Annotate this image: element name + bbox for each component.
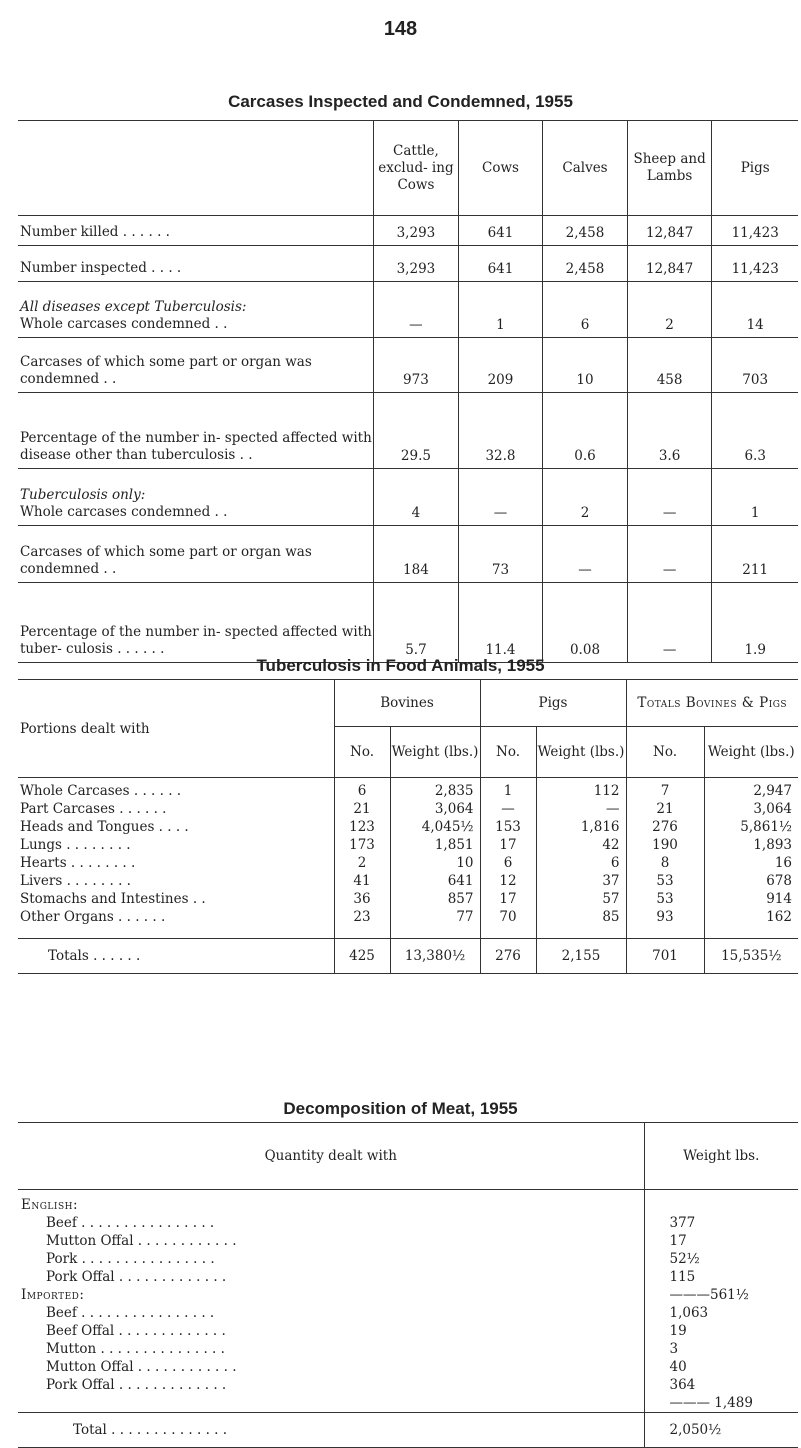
- imported-heading: Imported:: [21, 1287, 85, 1303]
- table-row: [18, 778, 798, 801]
- cell: 15,535½: [704, 939, 798, 974]
- row-label: Beef Offal . . . . . . . . . . . . .: [46, 1323, 226, 1339]
- group-totals: Totals Bovines & Pigs: [626, 680, 798, 727]
- cell: 364: [644, 1376, 798, 1394]
- row-label: Number inspected . . . .: [18, 246, 374, 282]
- cell: 11.4: [458, 583, 542, 663]
- totals-row: [18, 1413, 798, 1448]
- cell: —: [627, 526, 712, 583]
- cell: 37: [536, 872, 626, 890]
- row-label: Percentage of the number in- spected affected with tuber- culosis . . . . . .: [18, 583, 374, 663]
- cell: 153: [480, 818, 536, 836]
- table-row: [18, 854, 798, 872]
- list-item: [18, 1250, 798, 1268]
- row-label: Beef . . . . . . . . . . . . . . . .: [46, 1215, 215, 1231]
- english-heading: English:: [21, 1197, 79, 1213]
- list-item: [18, 1214, 798, 1232]
- table-row: [18, 800, 798, 818]
- row-label: Mutton Offal . . . . . . . . . . . .: [46, 1359, 237, 1375]
- cell: 914: [704, 890, 798, 908]
- cell: —: [374, 282, 459, 338]
- table-row: [18, 338, 798, 393]
- cell: 1,893: [704, 836, 798, 854]
- table-row: [18, 818, 798, 836]
- cell: 276: [626, 818, 704, 836]
- cell: 2,458: [543, 216, 628, 246]
- list-item: [18, 1376, 798, 1394]
- cell: 2,947: [704, 778, 798, 801]
- cell: 12: [480, 872, 536, 890]
- cell: 6: [543, 282, 628, 338]
- cell: 10: [390, 854, 480, 872]
- spacer: [18, 1394, 644, 1413]
- row-label-text: Whole carcases condemned . .: [20, 504, 228, 520]
- cell: 6.3: [712, 393, 798, 469]
- cell: 12,847: [627, 216, 712, 246]
- row-label: Pork Offal . . . . . . . . . . . . .: [46, 1377, 227, 1393]
- cell: 57: [536, 890, 626, 908]
- row-label: Carcases of which some part or organ was condemned . .: [18, 526, 374, 583]
- cell: —: [627, 469, 712, 526]
- cell: 1: [712, 469, 798, 526]
- cell: 10: [543, 338, 628, 393]
- cell: —: [480, 800, 536, 818]
- cell: 21: [334, 800, 390, 818]
- cell: 2,835: [390, 778, 480, 801]
- table-row: [18, 908, 798, 939]
- cell: 85: [536, 908, 626, 939]
- cell: 11,423: [712, 246, 798, 282]
- cell: 173: [334, 836, 390, 854]
- decomposition-table: [18, 1123, 798, 1448]
- cell: 77: [390, 908, 480, 939]
- subheader-no: No.: [334, 727, 390, 778]
- header-blank: [18, 121, 374, 216]
- cell: 13,380½: [390, 939, 480, 974]
- cell: —: [536, 800, 626, 818]
- cell: 3,064: [390, 800, 480, 818]
- row-label: Mutton Offal . . . . . . . . . . . .: [46, 1233, 237, 1249]
- list-item: [18, 1322, 798, 1340]
- row-label: Pork Offal . . . . . . . . . . . . .: [46, 1269, 227, 1285]
- subheader-no: No.: [480, 727, 536, 778]
- row-label-text: Whole carcases condemned . .: [20, 316, 228, 332]
- cell: 12,847: [627, 246, 712, 282]
- table-row: [18, 836, 798, 854]
- cell: —: [627, 583, 712, 663]
- subheader-weight: Weight (lbs.): [704, 727, 798, 778]
- cell: 41: [334, 872, 390, 890]
- header-pigs: Pigs: [712, 121, 798, 216]
- subheader-weight: Weight (lbs.): [390, 727, 480, 778]
- cell: 6: [334, 778, 390, 801]
- cell: 2: [334, 854, 390, 872]
- list-item: [18, 1394, 798, 1413]
- row-label: Part Carcases . . . . . .: [20, 801, 167, 817]
- english-subtotal: ———561½: [644, 1286, 798, 1304]
- list-item: [18, 1286, 798, 1304]
- cell: 3.6: [627, 393, 712, 469]
- cell: [644, 1190, 798, 1215]
- totals-row: [18, 939, 798, 974]
- cell: 184: [374, 526, 459, 583]
- row-label: Livers . . . . . . . .: [20, 873, 131, 889]
- portions-header: Portions dealt with: [18, 680, 334, 778]
- cell: 17: [480, 836, 536, 854]
- tuberculosis-table: [18, 680, 798, 974]
- cell: 6: [536, 854, 626, 872]
- cell: 112: [536, 778, 626, 801]
- cell: 17: [480, 890, 536, 908]
- table-row: [18, 583, 798, 663]
- total-value: 2,050½: [644, 1413, 798, 1448]
- row-label: Carcases of which some part or organ was condemned . .: [18, 338, 374, 393]
- list-item: [18, 1268, 798, 1286]
- row-label: Pork . . . . . . . . . . . . . . . .: [46, 1251, 215, 1267]
- list-item: [18, 1190, 798, 1215]
- cell: 5.7: [374, 583, 459, 663]
- table3-title: Decomposition of Meat, 1955: [283, 1099, 518, 1118]
- cell: 5,861½: [704, 818, 798, 836]
- table-row: [18, 526, 798, 583]
- cell: 53: [626, 872, 704, 890]
- cell: 23: [334, 908, 390, 939]
- cell: 3,293: [374, 216, 459, 246]
- cell: 3,064: [704, 800, 798, 818]
- cell: 123: [334, 818, 390, 836]
- row-label: Number killed . . . . . .: [18, 216, 374, 246]
- row-label: Hearts . . . . . . . .: [20, 855, 136, 871]
- section-heading: Tuberculosis only:: [20, 487, 146, 503]
- list-item: [18, 1232, 798, 1250]
- list-item: [18, 1340, 798, 1358]
- cell: 162: [704, 908, 798, 939]
- cell: 29.5: [374, 393, 459, 469]
- cell: 3: [644, 1340, 798, 1358]
- imported-subtotal: ——— 1,489: [644, 1394, 798, 1413]
- header-cattle: Cattle, exclud- ing Cows: [374, 121, 459, 216]
- row-label: Stomachs and Intestines . .: [20, 891, 206, 907]
- header-cows: Cows: [458, 121, 542, 216]
- row-label: Whole Carcases . . . . . .: [20, 783, 182, 799]
- cell: 678: [704, 872, 798, 890]
- cell: 1: [458, 282, 542, 338]
- table-row: [18, 469, 798, 526]
- cell: 1,816: [536, 818, 626, 836]
- cell: 17: [644, 1232, 798, 1250]
- row-label: Heads and Tongues . . . .: [20, 819, 189, 835]
- cell: 7: [626, 778, 704, 801]
- row-label: Other Organs . . . . . .: [20, 909, 166, 925]
- cell: 276: [480, 939, 536, 974]
- totals-label: Totals . . . . . .: [18, 939, 334, 974]
- cell: 4,045½: [390, 818, 480, 836]
- table-row: [18, 872, 798, 890]
- cell: 53: [626, 890, 704, 908]
- table-row: [18, 393, 798, 469]
- cell: 973: [374, 338, 459, 393]
- subheader-weight: Weight (lbs.): [536, 727, 626, 778]
- cell: 21: [626, 800, 704, 818]
- cell: 641: [458, 216, 542, 246]
- cell: 209: [458, 338, 542, 393]
- group-pigs: Pigs: [480, 680, 626, 727]
- section-heading: All diseases except Tuberculosis:: [20, 299, 247, 315]
- cell: 42: [536, 836, 626, 854]
- carcases-table: [18, 121, 798, 663]
- row-label: Mutton . . . . . . . . . . . . . . .: [46, 1341, 225, 1357]
- cell: 641: [458, 246, 542, 282]
- cell: 8: [626, 854, 704, 872]
- cell: 3,293: [374, 246, 459, 282]
- cell: 2,458: [543, 246, 628, 282]
- page-number: 148: [383, 18, 418, 40]
- cell: 703: [712, 338, 798, 393]
- cell: 458: [627, 338, 712, 393]
- cell: —: [543, 526, 628, 583]
- cell: —: [458, 469, 542, 526]
- row-label: [18, 469, 374, 526]
- weight-header: Weight lbs.: [644, 1123, 798, 1190]
- cell: 70: [480, 908, 536, 939]
- header-calves: Calves: [543, 121, 628, 216]
- row-label: [18, 282, 374, 338]
- cell: 32.8: [458, 393, 542, 469]
- cell: 2,155: [536, 939, 626, 974]
- table1-title: Carcases Inspected and Condemned, 1955: [228, 92, 573, 111]
- cell: 1,063: [644, 1304, 798, 1322]
- cell: 115: [644, 1268, 798, 1286]
- cell: 2: [543, 469, 628, 526]
- cell: 425: [334, 939, 390, 974]
- cell: 16: [704, 854, 798, 872]
- cell: 857: [390, 890, 480, 908]
- cell: 4: [374, 469, 459, 526]
- cell: 36: [334, 890, 390, 908]
- cell: 211: [712, 526, 798, 583]
- cell: 190: [626, 836, 704, 854]
- cell: 14: [712, 282, 798, 338]
- list-item: [18, 1304, 798, 1322]
- table-row: [18, 890, 798, 908]
- cell: 40: [644, 1358, 798, 1376]
- cell: 73: [458, 526, 542, 583]
- cell: 701: [626, 939, 704, 974]
- group-bovines: Bovines: [334, 680, 480, 727]
- subheader-no: No.: [626, 727, 704, 778]
- table-row: [18, 282, 798, 338]
- total-label: Total . . . . . . . . . . . . . .: [18, 1413, 644, 1448]
- cell: 1,851: [390, 836, 480, 854]
- cell: 52½: [644, 1250, 798, 1268]
- row-label: Beef . . . . . . . . . . . . . . . .: [46, 1305, 215, 1321]
- table-row: [18, 216, 798, 246]
- row-label: Percentage of the number in- spected affected with disease other than tuberculosis . .: [18, 393, 374, 469]
- table2-title: Tuberculosis in Food Animals, 1955: [256, 656, 545, 675]
- list-item: [18, 1358, 798, 1376]
- cell: 11,423: [712, 216, 798, 246]
- cell: 1: [480, 778, 536, 801]
- cell: 6: [480, 854, 536, 872]
- header-sheep: Sheep and Lambs: [627, 121, 712, 216]
- cell: 0.6: [543, 393, 628, 469]
- cell: 2: [627, 282, 712, 338]
- quantity-header: Quantity dealt with: [18, 1123, 644, 1190]
- table-row: [18, 246, 798, 282]
- cell: 93: [626, 908, 704, 939]
- row-label: Lungs . . . . . . . .: [20, 837, 131, 853]
- cell: 377: [644, 1214, 798, 1232]
- cell: 1.9: [712, 583, 798, 663]
- cell: 641: [390, 872, 480, 890]
- cell: 0.08: [543, 583, 628, 663]
- cell: 19: [644, 1322, 798, 1340]
